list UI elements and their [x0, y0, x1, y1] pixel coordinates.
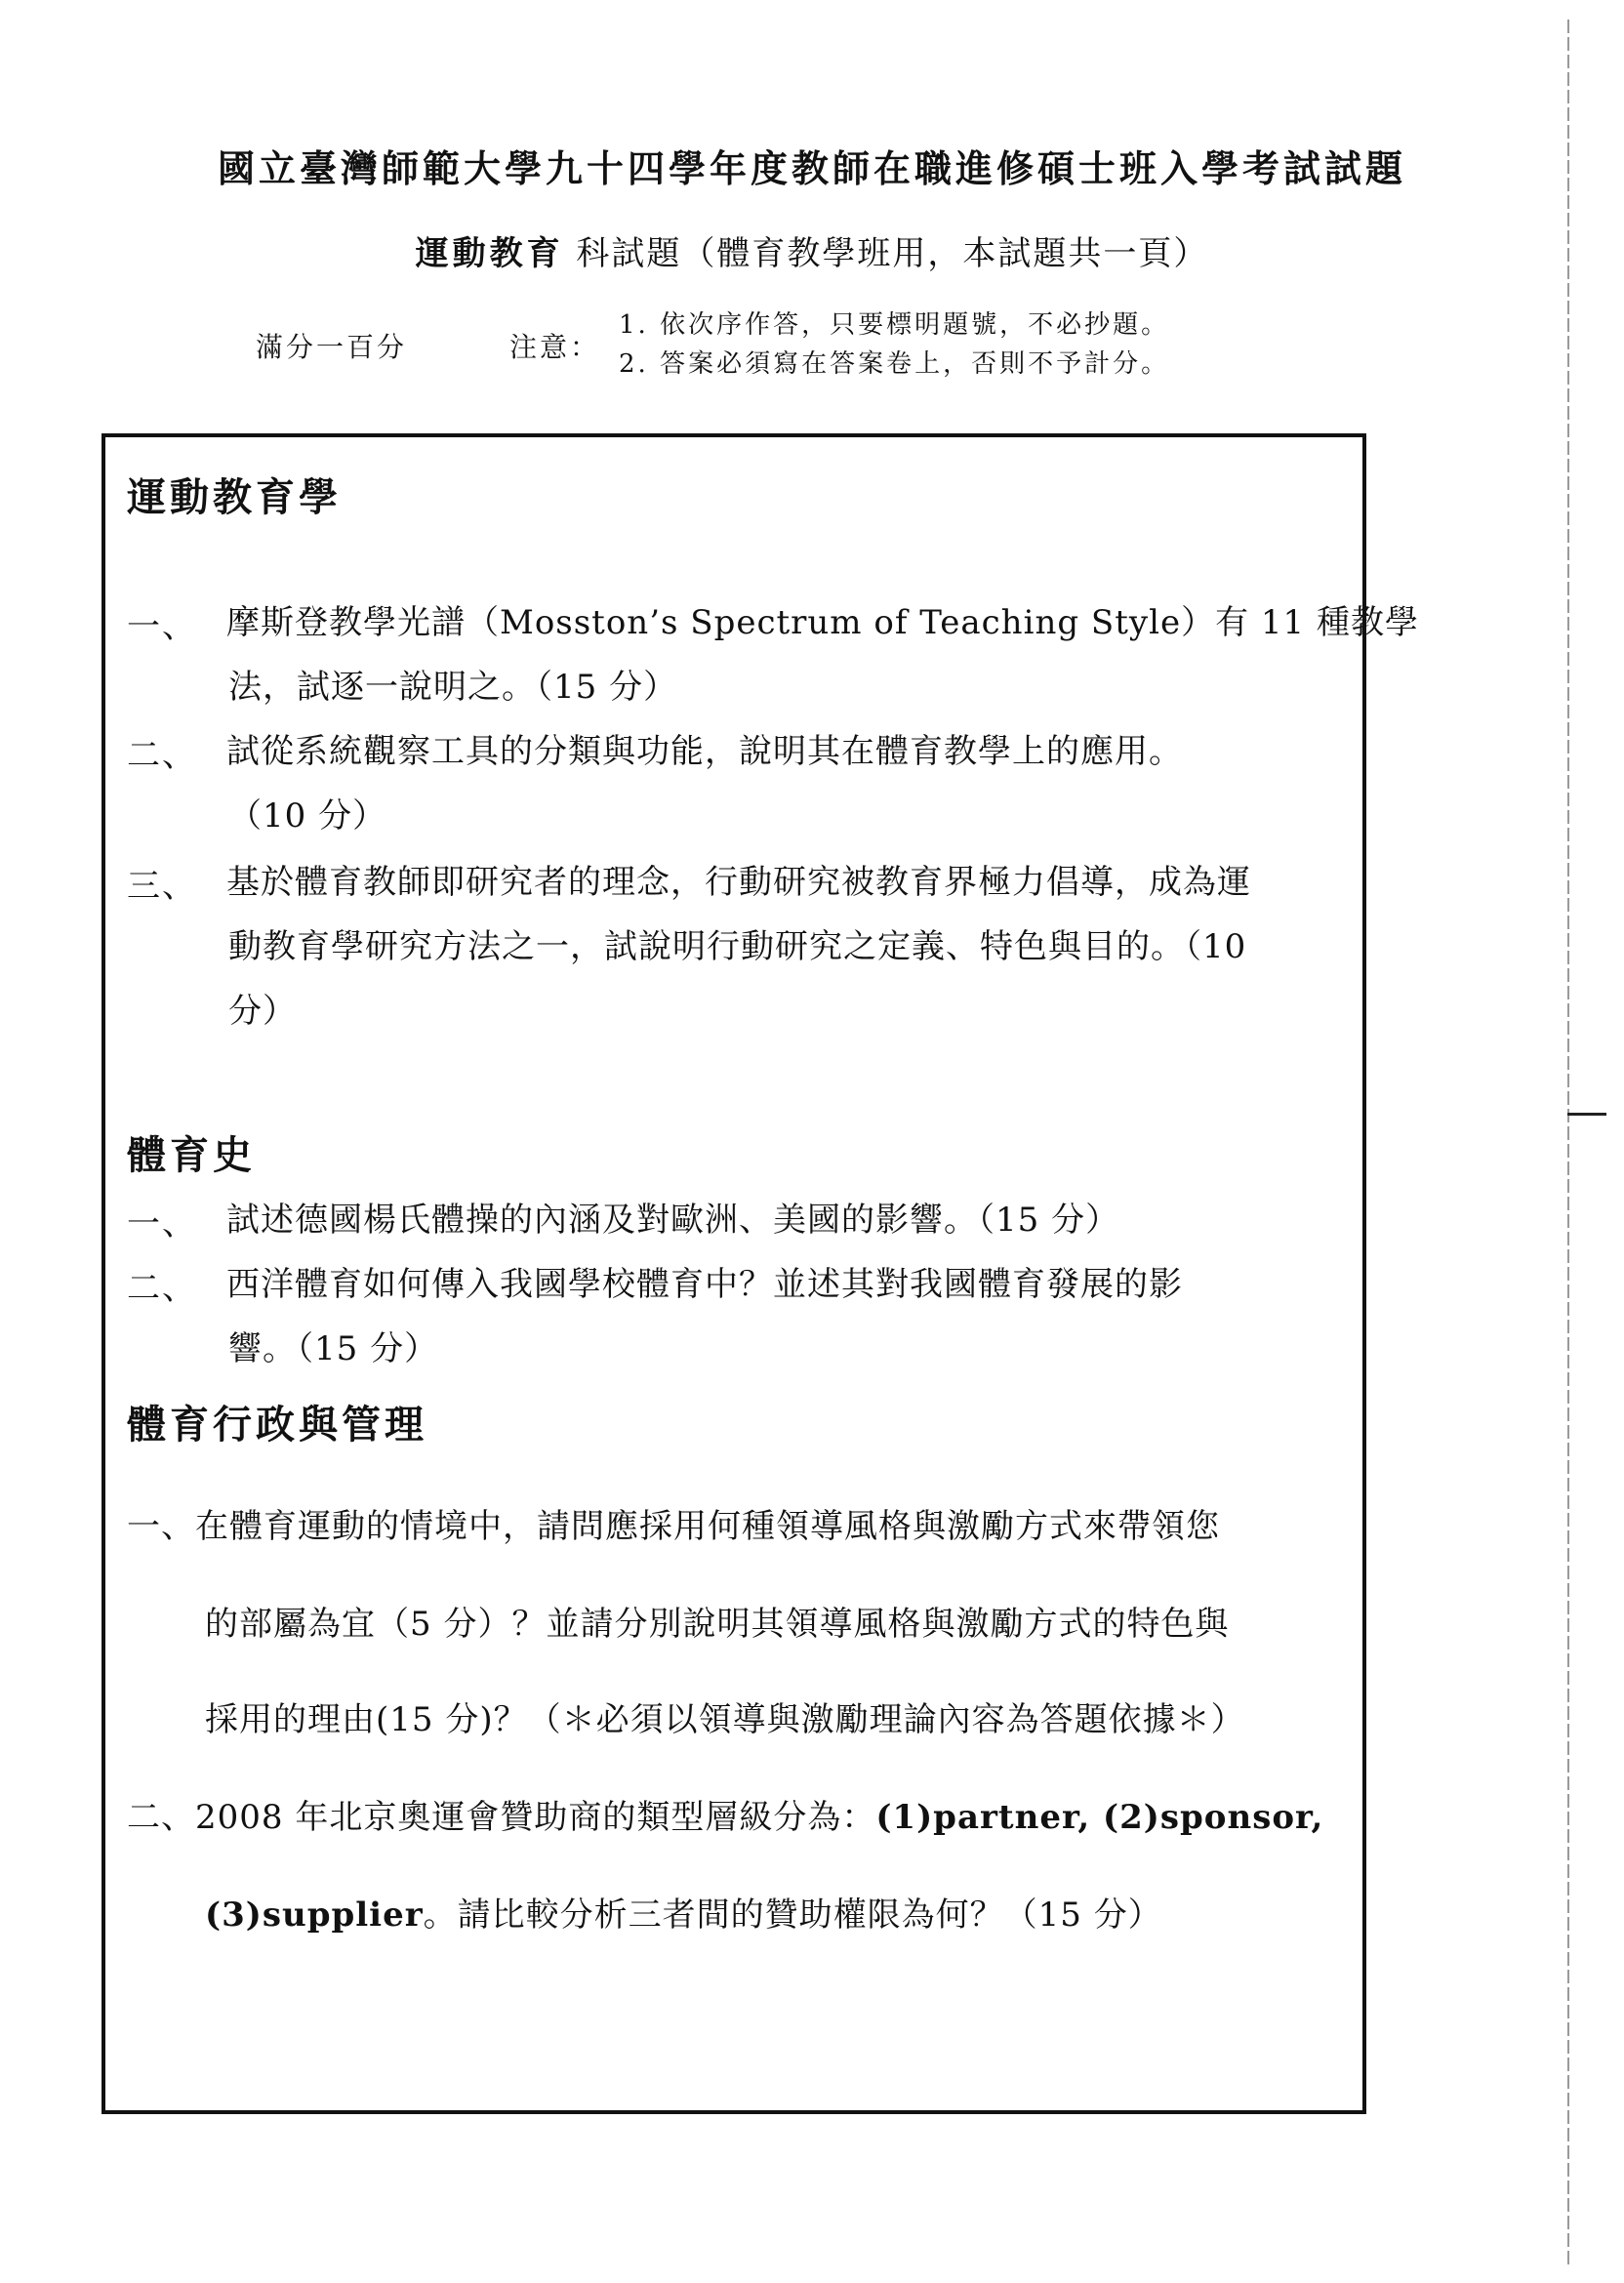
question-text-line: 的部屬為宜（5 分）？並請分別說明其領導風格與激勵方式的特色與	[205, 1605, 1230, 1644]
question-text-line: 摩斯登教學光譜（Mosston’s Spectrum of Teaching Style）有 11 種教學	[226, 603, 1419, 642]
question-text-prefix: 二、2008 年北京奧運會贊助商的類型層級分為：	[127, 1798, 876, 1837]
supplier-tier-bold: (3)supplier	[205, 1896, 424, 1935]
notice-item-1: 1. 依次序作答，只要標明題號，不必抄題。	[619, 310, 1170, 340]
question-text-rest: 。請比較分析三者間的贊助權限為何？（15 分）	[423, 1896, 1162, 1935]
question-text-line: 西洋體育如何傳入我國學校體育中？並述其對我國體育發展的影	[226, 1265, 1183, 1304]
sponsor-tiers-bold: (1)partner, (2)sponsor,	[875, 1798, 1324, 1837]
question-text-line: 分）	[228, 992, 297, 1031]
exam-subtitle	[0, 226, 1624, 274]
question-text-line: 試從系統觀察工具的分類與功能，說明其在體育教學上的應用。	[226, 732, 1183, 771]
question-text-line: 響。（15 分）	[228, 1329, 439, 1368]
question-text-line	[127, 1790, 1323, 1838]
scan-edge-line	[1567, 20, 1569, 2264]
section-heading-history: 體育史	[127, 1132, 256, 1178]
exam-title: 國立臺灣師範大學九十四學年度教師在職進修碩士班入學考試試題	[217, 146, 1406, 190]
subtitle-rest: 科試題（體育教學班用，本試題共一頁）	[576, 234, 1209, 273]
question-number: 二、	[127, 1269, 197, 1308]
section-heading-pedagogy: 運動教育學	[127, 474, 342, 520]
question-text-line	[205, 1888, 1162, 1936]
question-text-line: 一、在體育運動的情境中，請問應採用何種領導風格與激勵方式來帶領您	[127, 1507, 1220, 1546]
question-text-line: 採用的理由(15 分)？（＊必須以領導與激勵理論內容為答題依據＊）	[205, 1700, 1245, 1739]
question-number: 二、	[127, 736, 197, 775]
question-number: 三、	[127, 867, 197, 906]
question-number: 一、	[127, 607, 197, 646]
full-score-label: 滿分一百分	[256, 331, 408, 363]
notice-label: 注意：	[509, 331, 601, 363]
question-text-line: 法，試逐一說明之。（15 分）	[228, 668, 678, 707]
scan-edge-tick	[1567, 1113, 1606, 1116]
question-text-line: 試述德國楊氏體操的內涵及對歐洲、美國的影響。（15 分）	[226, 1201, 1120, 1240]
question-text-line: （10 分）	[228, 796, 387, 836]
section-heading-administration: 體育行政與管理	[127, 1402, 427, 1447]
question-text-line: 動教育學研究方法之一，試說明行動研究之定義、特色與目的。（10	[228, 927, 1247, 966]
notice-item-2: 2. 答案必須寫在答案卷上，否則不予計分。	[619, 349, 1170, 379]
question-text-line: 基於體育教師即研究者的理念，行動研究被教育界極力倡導，成為運	[226, 863, 1251, 902]
subject-name: 運動教育	[415, 234, 564, 273]
question-number: 一、	[127, 1204, 197, 1243]
